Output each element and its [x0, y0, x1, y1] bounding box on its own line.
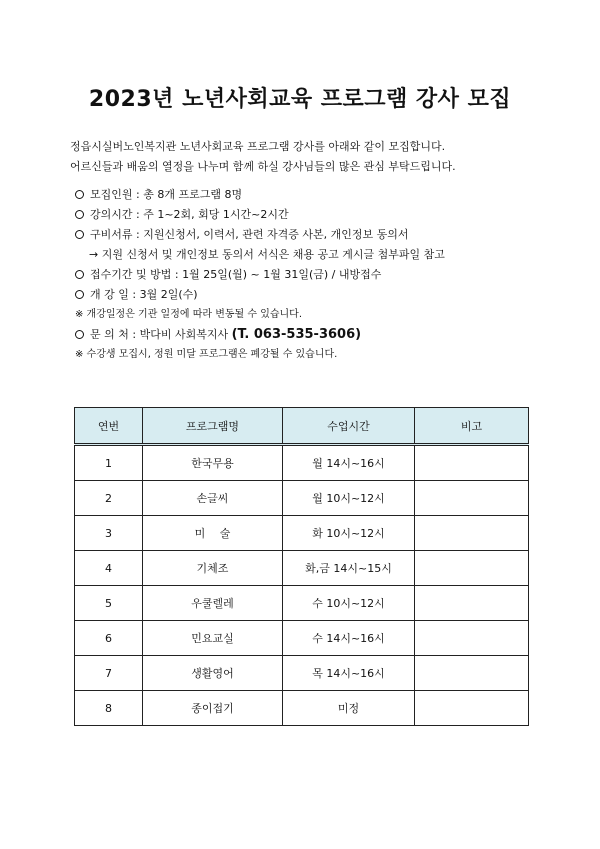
table-row: [75, 621, 529, 656]
cell-remarks: [415, 621, 529, 656]
cell-time: 월 10시~12시: [283, 481, 415, 516]
table-header-row: [75, 408, 529, 445]
cell-time: 수 10시~12시: [283, 586, 415, 621]
detail-text: 문 의 처 : 박다비 사회복지사: [90, 328, 232, 341]
detail-text: 개 강 일 : 3월 2일(수): [90, 288, 198, 301]
circle-bullet-icon: [75, 290, 84, 299]
detail-documents: [75, 225, 445, 245]
cell-number: 2: [75, 481, 143, 516]
intro-text: [70, 137, 456, 177]
cell-remarks: [415, 551, 529, 586]
header-number: 연번: [75, 408, 143, 445]
cell-time: 화,금 14시~15시: [283, 551, 415, 586]
cell-time: 화 10시~12시: [283, 516, 415, 551]
detail-documents-note: → 지원 신청서 및 개인정보 동의서 서식은 채용 공고 게시글 첨부파일 참고: [89, 248, 445, 261]
cell-program: 손글씨: [143, 481, 283, 516]
circle-bullet-icon: [75, 190, 84, 199]
header-program: 프로그램명: [143, 408, 283, 445]
opening-note: ※ 개강일정은 기관 일정에 따라 변동될 수 있습니다.: [75, 309, 303, 320]
detail-opening: [75, 285, 445, 305]
cell-program: 우쿨렐레: [143, 586, 283, 621]
detail-contact: [75, 325, 445, 345]
cell-remarks: [415, 691, 529, 726]
cell-remarks: [415, 656, 529, 691]
detail-hours: [75, 205, 445, 225]
table-row: [75, 445, 529, 481]
detail-text: 구비서류 : 지원신청서, 이력서, 관련 자격증 사본, 개인정보 동의서: [90, 228, 409, 241]
header-time: 수업시간: [283, 408, 415, 445]
detail-text: 강의시간 : 주 1~2회, 회당 1시간~2시간: [90, 208, 289, 221]
intro-line: 어르신들과 배움의 열정을 나누며 함께 하실 강사님들의 많은 관심 부탁드립니다.: [70, 160, 456, 173]
cell-program: 종이접기: [143, 691, 283, 726]
cell-number: 1: [75, 445, 143, 481]
cell-number: 4: [75, 551, 143, 586]
cell-number: 3: [75, 516, 143, 551]
detail-reception: [75, 265, 445, 285]
cell-remarks: [415, 445, 529, 481]
cell-number: 7: [75, 656, 143, 691]
cell-remarks: [415, 516, 529, 551]
table-row: [75, 691, 529, 726]
circle-bullet-icon: [75, 230, 84, 239]
cell-time: 수 14시~16시: [283, 621, 415, 656]
cell-remarks: [415, 481, 529, 516]
cell-program: 한국무용: [143, 445, 283, 481]
cell-time: 미정: [283, 691, 415, 726]
table-row: [75, 656, 529, 691]
circle-bullet-icon: [75, 270, 84, 279]
circle-bullet-icon: [75, 330, 84, 339]
cell-remarks: [415, 586, 529, 621]
cell-program: 민요교실: [143, 621, 283, 656]
cell-program: 기체조: [143, 551, 283, 586]
cell-program: 생활영어: [143, 656, 283, 691]
cell-number: 5: [75, 586, 143, 621]
table-row: [75, 481, 529, 516]
detail-recruit: [75, 185, 445, 205]
cell-time: 목 14시~16시: [283, 656, 415, 691]
intro-line: 정읍시실버노인복지관 노년사회교육 프로그램 강사를 아래와 같이 모집합니다.: [70, 140, 446, 153]
recruitment-details: [75, 185, 445, 365]
closing-note: ※ 수강생 모집시, 정원 미달 프로그램은 폐강될 수 있습니다.: [75, 349, 338, 360]
cell-time: 월 14시~16시: [283, 445, 415, 481]
cell-number: 6: [75, 621, 143, 656]
table-row: [75, 516, 529, 551]
contact-phone: (T. 063-535-3606): [231, 327, 362, 342]
circle-bullet-icon: [75, 210, 84, 219]
header-remarks: 비고: [415, 408, 529, 445]
cell-program: 미 술: [143, 516, 283, 551]
program-table: [74, 407, 529, 726]
page-title: 2023년 노년사회교육 프로그램 강사 모집: [88, 87, 512, 112]
detail-text: 모집인원 : 총 8개 프로그램 8명: [90, 188, 243, 201]
cell-number: 8: [75, 691, 143, 726]
table-row: [75, 586, 529, 621]
detail-text: 접수기간 및 방법 : 1월 25일(월) ~ 1월 31일(금) / 내방접수: [90, 268, 382, 281]
table-row: [75, 551, 529, 586]
